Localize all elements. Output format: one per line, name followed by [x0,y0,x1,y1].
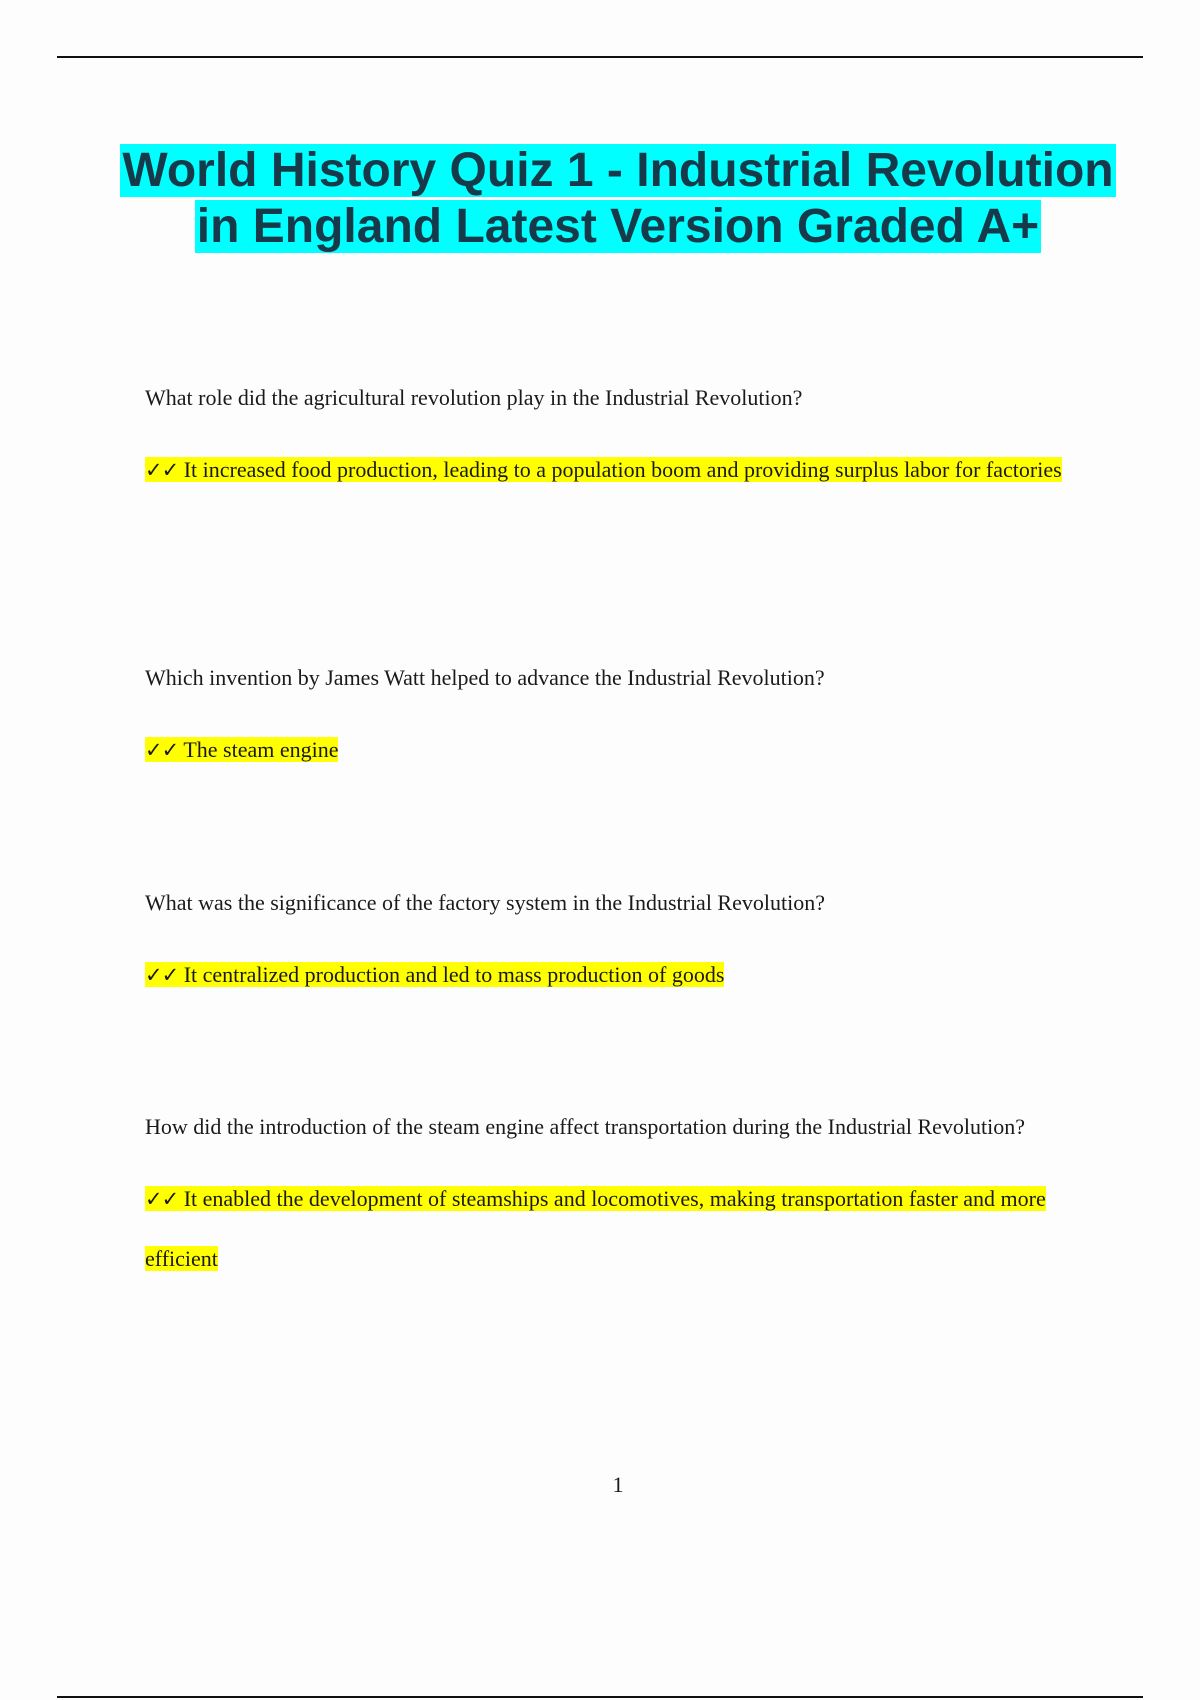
qa-item-1 [145,370,1085,500]
double-check-icon: ✓✓ [145,738,179,762]
answer-label: It enabled the development of steamships and locomotives, making transportation faster and more efficient [145,1186,1046,1271]
question-text: What was the significance of the factory system in the Industrial Revolution? [145,890,825,915]
answer-text [145,440,1085,500]
answer-label: It centralized production and led to mass production of goods [183,962,725,987]
answer-text [145,720,1085,780]
answer-label: The steam engine [183,737,339,762]
qa-item-2 [145,650,1085,780]
question-text: Which invention by James Watt helped to advance the Industrial Revolution? [145,665,825,690]
double-check-icon: ✓✓ [145,1187,179,1211]
question-text: How did the introduction of the steam engine affect transportation during the Industrial Revolution? [145,1114,1025,1139]
double-check-icon: ✓✓ [145,963,179,987]
page-number: 1 [612,1472,624,1497]
answer-text [145,945,1085,1005]
answer-label: It increased food production, leading to a population boom and providing surplus labor for factories [183,457,1062,482]
double-check-icon: ✓✓ [145,458,179,482]
document-title [100,143,1136,255]
question-text: What role did the agricultural revolution play in the Industrial Revolution? [145,385,803,410]
qa-item-4 [145,1099,1085,1289]
bottom-rule [57,1696,1143,1698]
top-rule [57,56,1143,58]
answer-text [145,1169,1085,1289]
qa-item-3 [145,875,1085,1005]
title-text: World History Quiz 1 - Industrial Revolution in England Latest Version Graded A+ [122,144,1114,253]
